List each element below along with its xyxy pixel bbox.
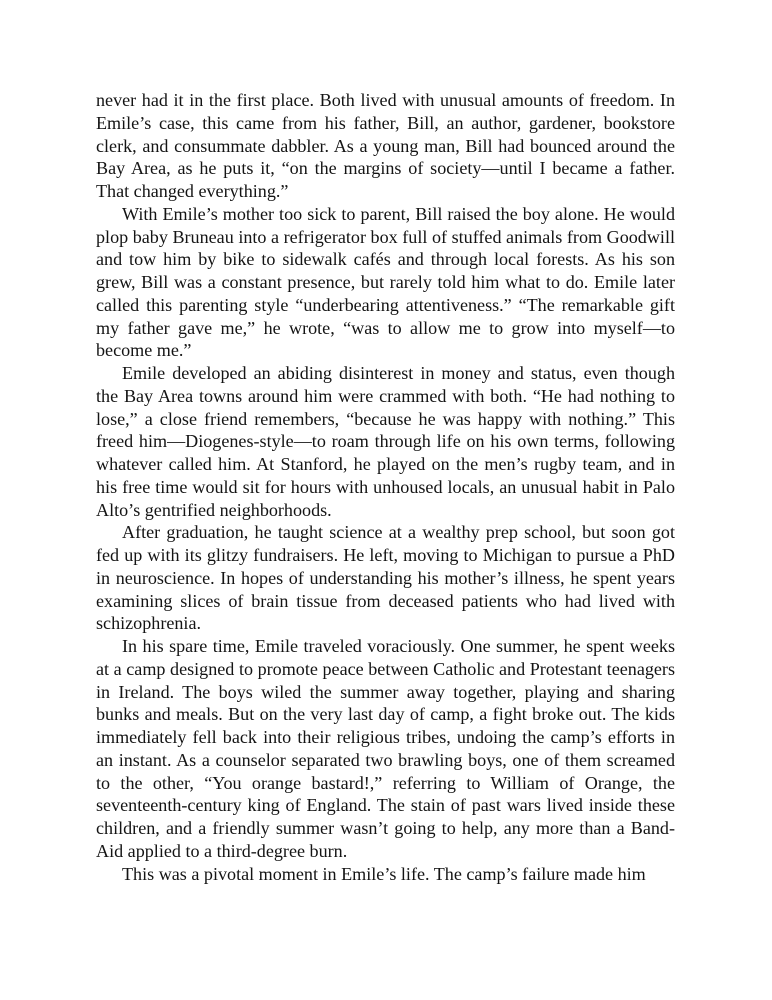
paragraph-continuation: never had it in the first place. Both lived with unusual amounts of freedom. In Emile’s case, this came from his father, Bill, an author, gardener, bookstore clerk, and consummate dabbler. As a young man, Bill had bounced around the Bay Area, as he puts it, “on the margins of society—until I became a father. That changed everything.” (96, 90, 675, 201)
paragraph-disinterest-in-money: Emile developed an abiding disinterest in money and status, even though the Bay Area towns around him were crammed with both. “He had nothing to lose,” a close friend remembers, “because he was happy with nothing.” This freed him—Diogenes-style—to roam through life on his own terms, following whatever called him. At Stanford, he played on the men’s rugby team, and in his free time would sit for hours with unhoused locals, an unusual habit in Palo Alto’s gentrified neighborhoods. (96, 363, 675, 520)
paragraph-after-graduation: After graduation, he taught science at a wealthy prep school, but soon got fed up with its glitzy fundraisers. He left, moving to Michigan to pursue a PhD in neuroscience. In hopes of understanding his mother’s illness, he spent years examining slices of brain tissue from deceased patients who had lived with schizophrenia. (96, 522, 675, 634)
paragraph-camp-in-ireland: In his spare time, Emile traveled voraciously. One summer, he spent weeks at a camp designed to promote peace between Catholic and Protestant teenagers in Ireland. The boys wiled the summer away together, playing and sharing bunks and meals. But on the very last day of camp, a fight broke out. The kids immediately fell back into their religious tribes, undoing the camp’s efforts in an instant. As a counselor separated two brawling boys, one of them screamed to the other, “You orange bastard!,” referring to William of Orange, the seventeenth-century king of England. The stain of past wars lived inside these children, and a friendly summer wasn’t going to help, any more than a Band-Aid applied to a third-degree burn. (96, 636, 675, 861)
paragraph-bill-raising-emile: With Emile’s mother too sick to parent, Bill raised the boy alone. He would plop baby Bruneau into a refrigerator box full of stuffed animals from Goodwill and tow him by bike to sidewalk cafés and through local forests. As his son grew, Bill was a constant presence, but rarely told him what to do. Emile later called this parenting style “underbearing attentiveness.” “The remarkable gift my father gave me,” he wrote, “was to allow me to grow into myself—to become me.” (96, 203, 675, 361)
paragraph-pivotal-moment: This was a pivotal moment in Emile’s life. The camp’s failure made him (122, 863, 646, 884)
book-page-text (96, 89, 675, 885)
